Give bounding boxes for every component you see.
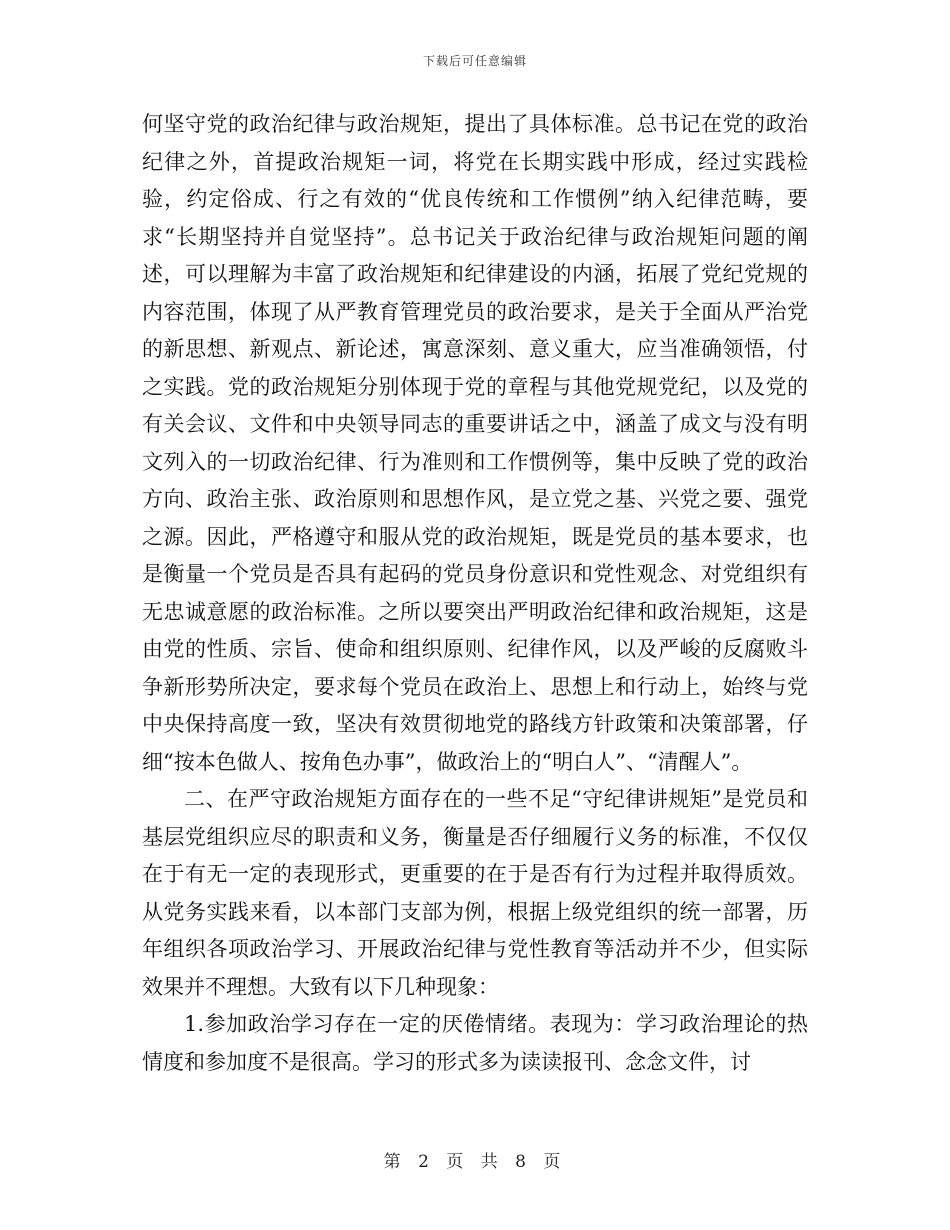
page-header: 下载后可任意编辑: [422, 54, 527, 68]
paragraph-1: 何坚守党的政治纪律与政治规矩，提出了具体标准。总书记在党的政治纪律之外，首提政治规矩一词，将党在长期实践中形成，经过实践检验，约定俗成、行之有效的“优良传统和工作惯例”纳入纪律范畴，要求“长期坚持并自觉坚持”。总书记关于政治纪律与政治规矩问题的阐述，可以理解为丰富了政治规矩和纪律建设的内涵，拓展了党纪党规的内容范围，体现了从严教育管理党员的政治要求，是关于全面从严治党的新思想、新观点、新论述，寓意深刻、意义重大，应当准确领悟，付之实践。党的政治规矩分别体现于党的章程与其他党规党纪，以及党的有关会议、文件和中央领导同志的重要讲话之中，涵盖了成文与没有明文列入的一切政治纪律、行为准则和工作惯例等，集中反映了党的政治方向、政治主张、政治原则和思想作风，是立党之基、兴党之要、强党之源。因此，严格遵守和服从党的政治规矩，既是党员的基本要求，也是衡量一个党员是否具有起码的党员身份意识和党性观念、对党组织有无忠诚意愿的政治标准。之所以要突出严明政治纪律和政治规矩，这是由党的性质、宗旨、使命和组织原则、纪律作风，以及严峻的反腐败斗争新形势所决定，要求每个党员在政治上、思想上和行动上，始终与党中央保持高度一致，坚决有效贯彻地党的路线方针政策和决策部署，仔细“按本色做人、按角色办事”，做政治上的“明白人”、“清醒人”。: [142, 112, 808, 774]
paragraph-3: 1.参加政治学习存在一定的厌倦情绪。表现为：学习政治理论的热情度和参加度不是很高。学习的形式多为读读报刊、念念文件，讨: [142, 1012, 808, 1074]
page-footer: 第 2 页 共 8 页: [383, 1152, 567, 1172]
paragraph-2: 二、在严守政治规矩方面存在的一些不足“守纪律讲规矩”是党员和基层党组织应尽的职责和义务，衡量是否仔细履行义务的标准，不仅仅在于有无一定的表现形式，更重要的在于是否有行为过程并取得质效。从党务实践来看，以本部门支部为例，根据上级党组织的统一部署，历年组织各项政治学习、开展政治纪律与党性教育等活动并不少，但实际效果并不理想。大致有以下几种现象：: [142, 787, 808, 999]
document-body: [142, 106, 808, 1081]
